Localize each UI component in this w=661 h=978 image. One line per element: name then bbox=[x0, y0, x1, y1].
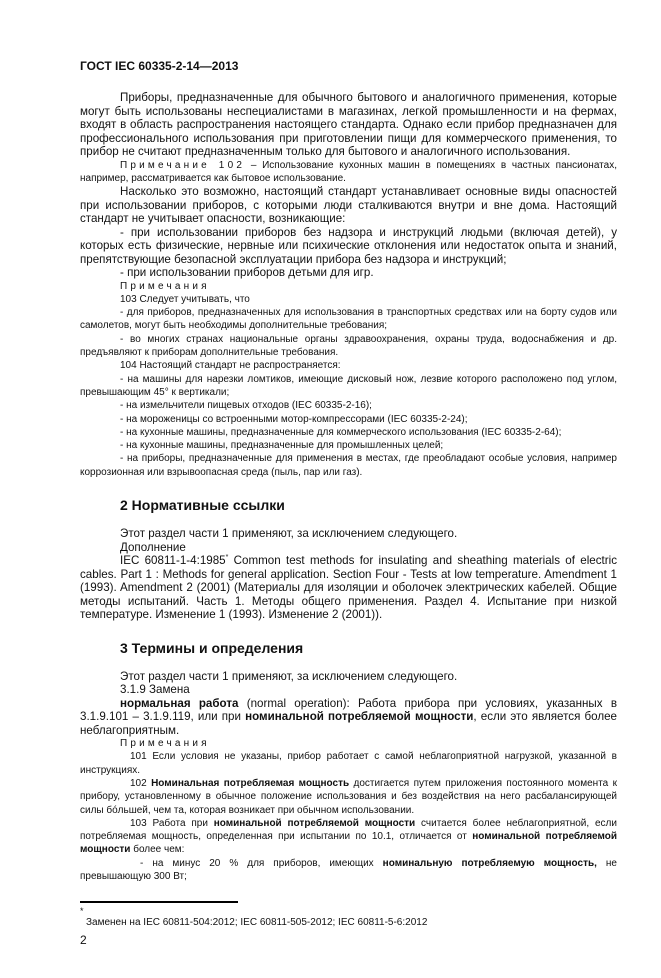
section-3 bbox=[80, 640, 617, 884]
list-item: - на приборы, предназначенные для применения в местах, где преобладают особые условия, например коррозионная или взрывоопасная среда (пыль, пар или газ). bbox=[80, 453, 617, 478]
section-2 bbox=[80, 497, 617, 622]
term: номинальной потребляемой мощности bbox=[80, 831, 617, 856]
footnote-ref: * bbox=[225, 554, 229, 562]
term: нормальная работа bbox=[120, 696, 239, 710]
running-header: ГОСТ IEC 60335-2-14—2013 bbox=[80, 59, 239, 73]
list-item: - на машины для нарезки ломтиков, имеющие дисковый нож, лезвие которого расположено под углом, превышающим 45° к вертикали; bbox=[80, 373, 617, 398]
list-item: - на измельчители пищевых отходов (IEC 60335-2-16); bbox=[120, 400, 372, 412]
note-104: 104 Настоящий стандарт не распространяется: bbox=[120, 360, 341, 372]
notes-label: Примечания bbox=[120, 280, 210, 292]
definition: нормальная работа (normal operation): Работа прибора при условиях, указанных в 3.1.9.101 – 3.1.9.119, или при номинальной потребляемой мощности, если это является более неблагоприятным. bbox=[80, 696, 617, 737]
page-number: 2 bbox=[80, 933, 87, 948]
note-102 bbox=[80, 159, 617, 186]
list-item: - для приборов, предназначенных для использования в транспортных средствах или на борту судов или самолетов, могут быть необходимы дополнительные требования; bbox=[80, 307, 617, 332]
note-103: 103 Следует учитывать, что bbox=[120, 293, 250, 305]
footnotes bbox=[80, 901, 617, 948]
reference-text: Common test methods for insulating and sheathing materials of electric cables. Part 1 : Methods for general application. Section Four - Tests at low temperature. Amendment 1 (1993). Amendment 2 (2001) (Материалы для изоляции и оболочек электрических кабелей. Общие методы испытаний. Часть 1. Методы общего применения. Раздел 4. Испытание при низкой температуре. Изменение 1 (1993). Изменение 2 (2001)). bbox=[80, 554, 617, 622]
term: номинальной потребляемой мощности bbox=[213, 817, 416, 829]
paragraph: Насколько это возможно, настоящий стандарт устанавливает основные виды опасностей при использовании приборов, с которыми люди сталкиваются внутри и вне дома. Настоящий стандарт не учитывает опасности, возникающие: bbox=[80, 185, 617, 226]
term: номинальной потребляемой мощности bbox=[245, 710, 474, 724]
footnote-text: Заменен на IEC 60811-504:2012; IEC 60811-505-2012; IEC 60811-5-6:2012 bbox=[86, 917, 428, 929]
scope-continuation bbox=[80, 91, 617, 479]
term: Номинальная потребляемая мощность bbox=[151, 777, 350, 789]
term: номинальную потребляемую мощность, bbox=[382, 857, 597, 869]
paragraph: Приборы, предназначенные для обычного бытового и аналогичного применения, которые могут быть использованы неспециалистами в магазинах, легкой промышленности и на фермах, входят в область распространения настоящего стандарта. Однако если прибор предназначен для профессионального использования при приготовлении пищи для коммерческого применения, то прибор не считают предназначенным только для бытового и аналогичного использования. bbox=[80, 91, 617, 158]
reference-code: IEC 60811-1-4:1985 bbox=[120, 554, 226, 568]
paragraph: Этот раздел части 1 применяют, за исключением следующего. bbox=[120, 527, 458, 541]
note-label: Примечание 102 bbox=[120, 159, 246, 171]
note-text: – Использование кухонных машин в помещениях в частных пансионатах, например, рассматривается как бытовое использование. bbox=[80, 159, 617, 184]
note-101: 101 Если условия не указаны, прибор работает с самой неблагоприятной нагрузкой, указанной в инструкциях. bbox=[80, 751, 617, 776]
note-103: 103 Работа при номинальной потребляемой мощности считается более неблагоприятной, если потребляемая мощность, определенная при испытании по 10.1, отличается от номинальной потребляемой мощности более чем: bbox=[80, 817, 617, 856]
list-item: - на кухонные машины, предназначенные для коммерческого использования (IEC 60335-2-64); bbox=[120, 426, 562, 438]
list-item: - во многих странах национальные органы здравоохранения, охраны труда, водоснабжения и др. предъявляют к приборам дополнительные требования. bbox=[80, 333, 617, 359]
notes-label: Примечания bbox=[120, 738, 210, 750]
paragraph: 3.1.9 Замена bbox=[120, 683, 190, 697]
footnote-divider bbox=[80, 901, 238, 903]
section-heading: 3 Термины и определения bbox=[120, 639, 304, 656]
list-item: - на кухонные машины, предназначенные для промышленных целей; bbox=[120, 440, 444, 452]
list-item: - при использовании приборов детьми для игр. bbox=[120, 266, 374, 280]
paragraph: Этот раздел части 1 применяют, за исключением следующего. bbox=[120, 669, 458, 683]
paragraph: Дополнение bbox=[120, 540, 186, 554]
list-item: - на минус 20 % для приборов, имеющих номинальную потребляемую мощность, не превышающую 300 Вт; bbox=[80, 857, 617, 883]
list-item: - на мороженицы со встроенными мотор-компрессорами (IEC 60335-2-24); bbox=[120, 413, 468, 425]
footnote-mark: * bbox=[80, 906, 84, 917]
reference bbox=[80, 554, 617, 622]
note-102: 102 Номинальная потребляемая мощность достигается путем приложения постоянного момента к прибору, установленному в обычное положение использования и без воздействия на него расбалансирующей силы бóльшей, чем та, которая возникает при обычном использовании. bbox=[80, 777, 617, 816]
list-item: - при использовании приборов без надзора и инструкций людьми (включая детей), у которых есть физические, нервные или психические отклонения или недостаток опыта и знаний, препятствующие безопасной эксплуатации прибора без надзора и инструкций; bbox=[80, 225, 617, 266]
section-heading: 2 Нормативные ссылки bbox=[120, 497, 285, 514]
